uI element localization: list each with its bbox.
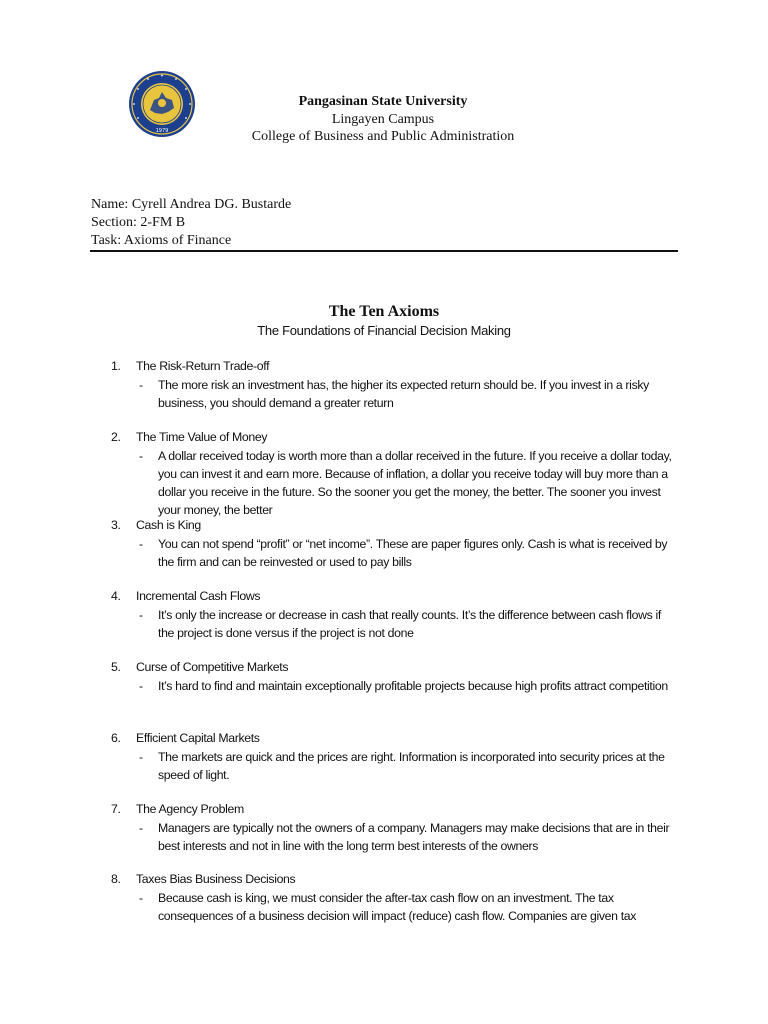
bullet-dash: - bbox=[139, 378, 143, 392]
axiom-number: 2. bbox=[111, 430, 121, 444]
axiom-title: Incremental Cash Flows bbox=[136, 589, 261, 603]
axiom-description: Managers are typically not the owners of a company. Managers may make decisions that are in their best interests and not in line with the long term best interests of the owners bbox=[158, 821, 670, 853]
axiom-description: The more risk an investment has, the higher its expected return should be. If you invest in a risky business, you should demand a greater return bbox=[158, 378, 649, 410]
axiom-title: Curse of Competitive Markets bbox=[136, 660, 289, 674]
bullet-dash: - bbox=[139, 750, 143, 764]
axiom-description: A dollar received today is worth more than a dollar received in the future. If you receive a dollar today, you can invest it and earn more. Because of inflation, a dollar you receive today will buy more than a dollar you receive in the future. So the sooner you get the money, the better. The sooner you invest your money, the better bbox=[158, 449, 672, 517]
axiom-number: 7. bbox=[111, 802, 121, 816]
bullet-dash: - bbox=[139, 821, 143, 835]
university-name: Pangasinan State University bbox=[298, 94, 468, 109]
task-line: Task: Axioms of Finance bbox=[91, 233, 232, 248]
bullet-dash: - bbox=[139, 891, 143, 905]
axiom-description: You can not spend “profit” or “net income”. These are paper figures only. Cash is what is received by the firm and can be reinvested or used to pay bills bbox=[158, 537, 668, 569]
axiom-description: It’s hard to find and maintain exceptionally profitable projects because high profits attract competition bbox=[158, 679, 668, 693]
seal-year: 1979 bbox=[155, 128, 169, 134]
axiom-title: The Risk-Return Trade-off bbox=[136, 359, 270, 373]
axiom-number: 4. bbox=[111, 589, 121, 603]
campus-name: Lingayen Campus bbox=[331, 111, 435, 127]
bullet-dash: - bbox=[139, 608, 143, 622]
axiom-description: The markets are quick and the prices are right. Information is incorporated into security prices at the speed of light. bbox=[158, 750, 665, 782]
bullet-dash: - bbox=[139, 679, 143, 693]
axiom-number: 8. bbox=[111, 872, 121, 886]
axiom-title: Taxes Bias Business Decisions bbox=[136, 872, 296, 886]
axiom-description: Because cash is king, we must consider the after-tax cash flow on an investment. The tax consequences of a business decision will impact (reduce) cash flow. Companies are given tax bbox=[158, 891, 637, 923]
axiom-title: The Agency Problem bbox=[136, 802, 244, 816]
student-section: Section: 2-FM B bbox=[91, 215, 186, 230]
axiom-title: Cash is King bbox=[136, 518, 201, 532]
bullet-dash: - bbox=[139, 537, 143, 551]
axiom-number: 3. bbox=[111, 518, 121, 532]
axiom-number: 5. bbox=[111, 660, 121, 674]
college-name: College of Business and Public Administration bbox=[251, 129, 515, 144]
document-title: The Ten Axioms bbox=[328, 303, 440, 320]
bullet-dash: - bbox=[139, 449, 143, 463]
axiom-number: 1. bbox=[111, 359, 121, 373]
document-subtitle: The Foundations of Financial Decision Making bbox=[257, 323, 511, 338]
axiom-title: Efficient Capital Markets bbox=[136, 731, 260, 745]
axiom-title: The Time Value of Money bbox=[136, 430, 268, 444]
student-name: Name: Cyrell Andrea DG. Bustarde bbox=[91, 197, 292, 212]
axiom-description: It’s only the increase or decrease in cash that really counts. It’s the difference between cash flows if the project is done versus if the project is not done bbox=[158, 608, 661, 640]
axiom-number: 6. bbox=[111, 731, 121, 745]
